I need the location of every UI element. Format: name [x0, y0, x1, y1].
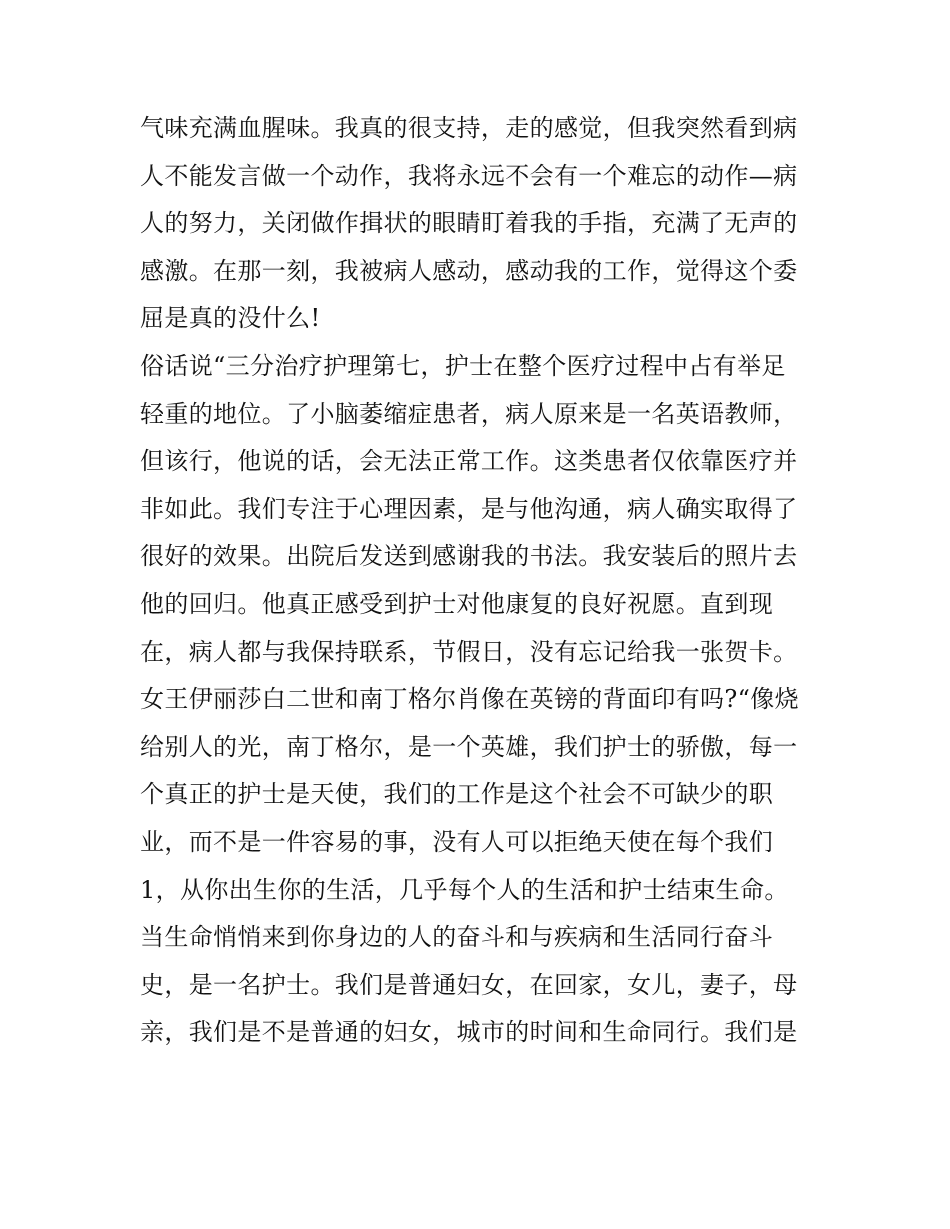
text-line: 个真正的护士是天使，我们的工作是这个社会不可缺少的职	[140, 780, 774, 809]
text-line: 人不能发言做一个动作，我将永远不会有一个难忘的动作—病	[140, 161, 798, 190]
text-line: 很好的效果。出院后发送到感谢我的书法。我安装后的照片去	[140, 542, 798, 571]
text-line: 当生命悄悄来到你身边的人的奋斗和与疾病和生活同行奋斗	[140, 923, 774, 952]
text-line: 但该行，他说的话，会无法正常工作。这类患者仅依靠医疗并	[140, 447, 798, 476]
text-line: 史，是一名护士。我们是普通妇女，在回家，女儿，妻子，母	[140, 970, 798, 999]
body-text	[140, 105, 830, 1057]
text-line: 亲，我们是不是普通的妇女，城市的时间和生命同行。我们是	[140, 1018, 798, 1047]
text-line: 人的努力，关闭做作揖状的眼睛盯着我的手指，充满了无声的	[140, 209, 798, 238]
text-line: 轻重的地位。了小脑萎缩症患者，病人原来是一名英语教师，	[140, 399, 798, 428]
text-line: 感激。在那一刻，我被病人感动，感动我的工作，觉得这个委	[140, 256, 798, 285]
text-line: 非如此。我们专注于心理因素，是与他沟通，病人确实取得了	[140, 494, 798, 523]
text-line: 屈是真的没什么!	[140, 304, 321, 333]
text-line: 1，从你出生你的生活，几乎每个人的生活和护士结束生命。	[140, 875, 789, 904]
text-line: 业，而不是一件容易的事，没有人可以拒绝天使在每个我们	[140, 827, 774, 856]
text-line: 女王伊丽莎白二世和南丁格尔肖像在英镑的背面印有吗?“像烧	[140, 685, 799, 714]
text-line: 在，病人都与我保持联系，节假日，没有忘记给我一张贺卡。	[140, 637, 798, 666]
text-line: 给别人的光，南丁格尔，是一个英雄，我们护士的骄傲，每一	[140, 732, 798, 761]
text-line: 气味充满血腥味。我真的很支持，走的感觉，但我突然看到病	[140, 114, 798, 142]
text-line: 俗话说“三分治疗护理第七，护士在整个医疗过程中占有举足	[140, 351, 786, 380]
text-line: 他的回归。他真正感受到护士对他康复的良好祝愿。直到现	[140, 589, 774, 618]
